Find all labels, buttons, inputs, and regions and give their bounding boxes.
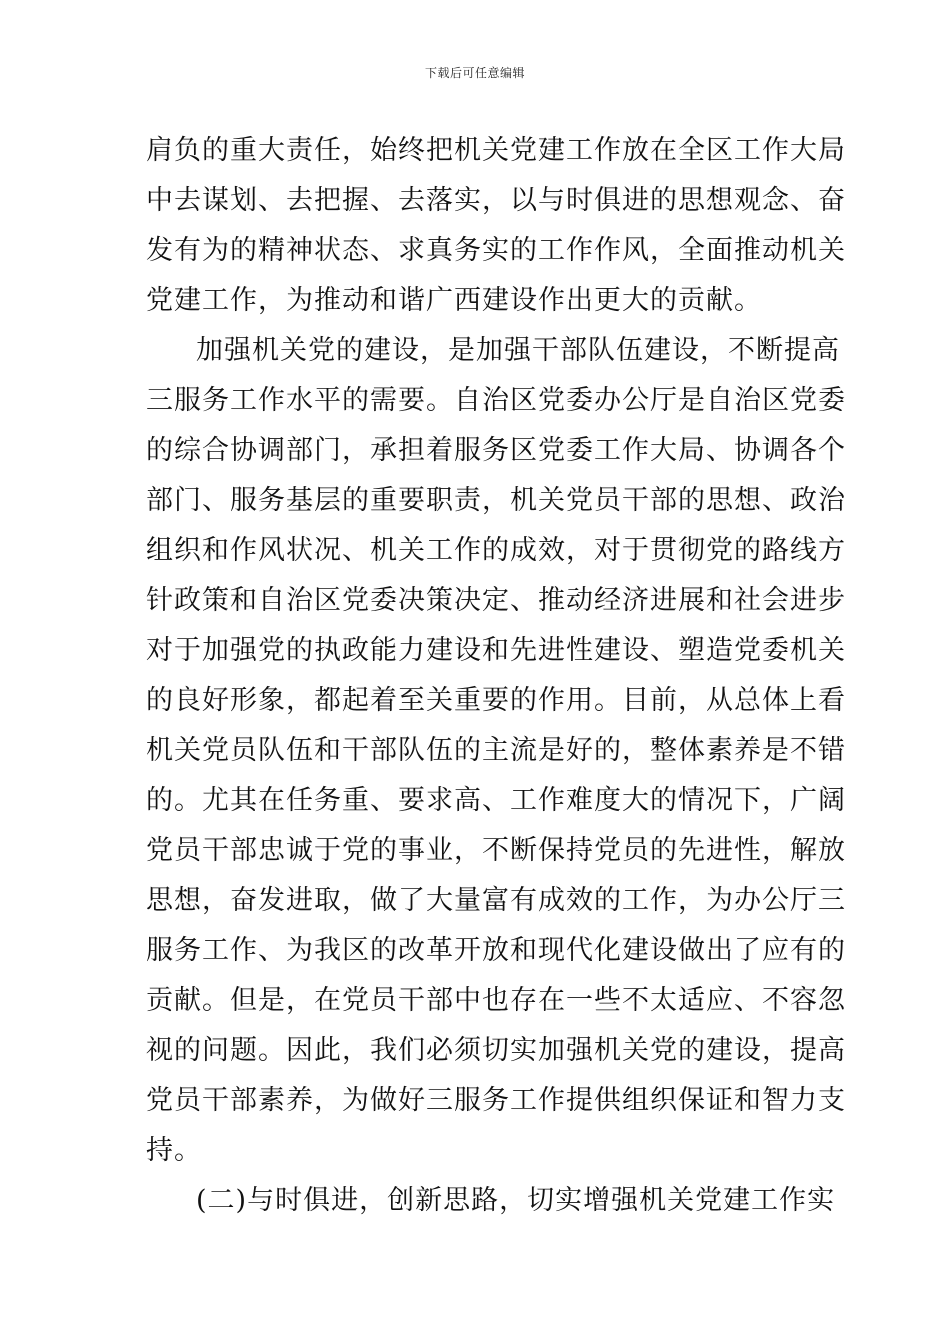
page-header: 下载后可任意编辑 bbox=[424, 66, 525, 80]
text-line: 党员干部忠诚于党的事业，不断保持党员的先进性，解放 bbox=[146, 835, 846, 866]
text-line: 思想，奋发进取，做了大量富有成效的工作，为办公厅三 bbox=[146, 885, 846, 916]
text-line: 党员干部素养，为做好三服务工作提供组织保证和智力支 bbox=[146, 1085, 846, 1116]
text-line: 的良好形象，都起着至关重要的作用。目前，从总体上看 bbox=[146, 685, 846, 716]
text-line: 针政策和自治区党委决策决定、推动经济进展和社会进步 bbox=[146, 585, 846, 616]
text-line: 发有为的精神状态、求真务实的工作作风，全面推动机关 bbox=[146, 235, 846, 266]
text-line: 对于加强党的执政能力建设和先进性建设、塑造党委机关 bbox=[146, 635, 846, 666]
section-heading: (二)与时俱进，创新思路，切实增强机关党建工作实 bbox=[196, 1185, 836, 1216]
paragraph-start: 加强机关党的建设，是加强干部队伍建设，不断提高 bbox=[196, 335, 840, 366]
text-line: 部门、服务基层的重要职责，机关党员干部的思想、政治 bbox=[146, 485, 846, 516]
text-line: 贡献。但是，在党员干部中也存在一些不太适应、不容忽 bbox=[146, 985, 846, 1016]
text-line: 三服务工作水平的需要。自治区党委办公厅是自治区党委 bbox=[146, 385, 846, 416]
text-line: 肩负的重大责任，始终把机关党建工作放在全区工作大局 bbox=[146, 135, 846, 166]
text-line: 机关党员队伍和干部队伍的主流是好的，整体素养是不错 bbox=[146, 735, 846, 766]
text-line: 的综合协调部门，承担着服务区党委工作大局、协调各个 bbox=[146, 435, 846, 466]
text-line: 党建工作，为推动和谐广西建设作出更大的贡献。 bbox=[146, 285, 762, 316]
text-line: 组织和作风状况、机关工作的成效，对于贯彻党的路线方 bbox=[146, 535, 846, 566]
text-line: 持。 bbox=[146, 1135, 202, 1166]
text-line: 中去谋划、去把握、去落实，以与时俱进的思想观念、奋 bbox=[146, 185, 846, 216]
text-line: 视的问题。因此，我们必须切实加强机关党的建设，提高 bbox=[146, 1035, 846, 1066]
text-line: 服务工作、为我区的改革开放和现代化建设做出了应有的 bbox=[146, 935, 846, 966]
text-line: 的。尤其在任务重、要求高、工作难度大的情况下，广阔 bbox=[146, 785, 846, 816]
